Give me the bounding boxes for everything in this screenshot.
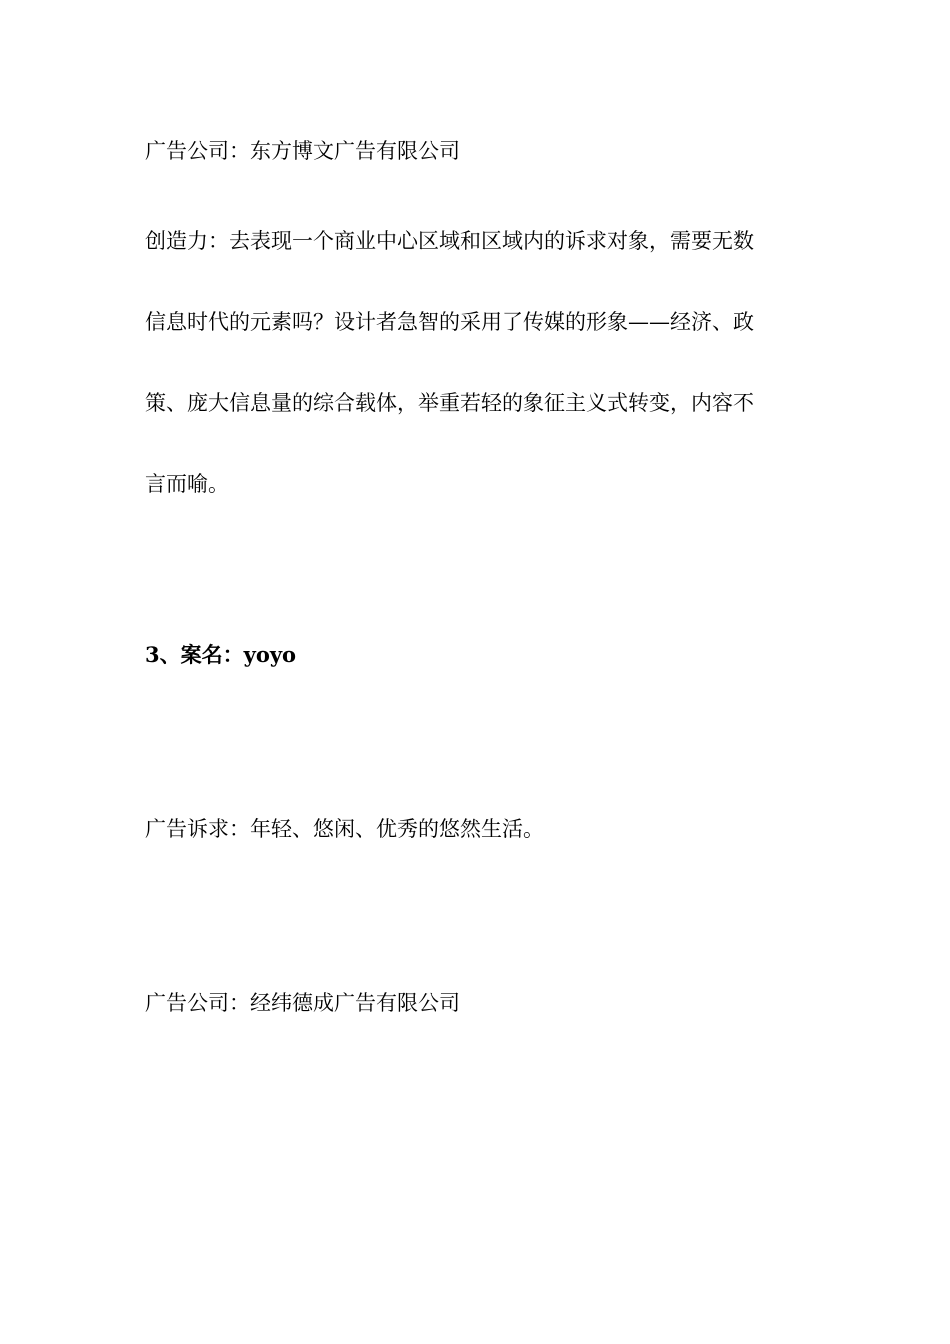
- section-heading-case-3: [145, 614, 805, 695]
- text-line: 信息时代的元素吗？设计者急智的采用了传媒的形象——经济、政: [145, 310, 754, 334]
- text-line: 广告诉求：年轻、悠闲、优秀的悠然生活。: [145, 817, 544, 841]
- paragraph-appeal: [145, 789, 805, 870]
- paragraph-company-2: [145, 963, 805, 1044]
- text-line: 策、庞大信息量的综合载体，举重若轻的象征主义式转变，内容不: [145, 391, 754, 415]
- text-line: 广告公司：东方博文广告有限公司: [145, 139, 460, 163]
- text-line: 言而喻。: [145, 472, 229, 496]
- paragraph-company-1: [145, 111, 805, 192]
- text-line: 创造力：去表现一个商业中心区域和区域内的诉求对象，需要无数: [145, 229, 754, 253]
- heading-text: 3、案名：yoyo: [145, 642, 297, 667]
- text-line: 广告公司：经纬德成广告有限公司: [145, 991, 460, 1015]
- paragraph-creativity: [145, 201, 805, 525]
